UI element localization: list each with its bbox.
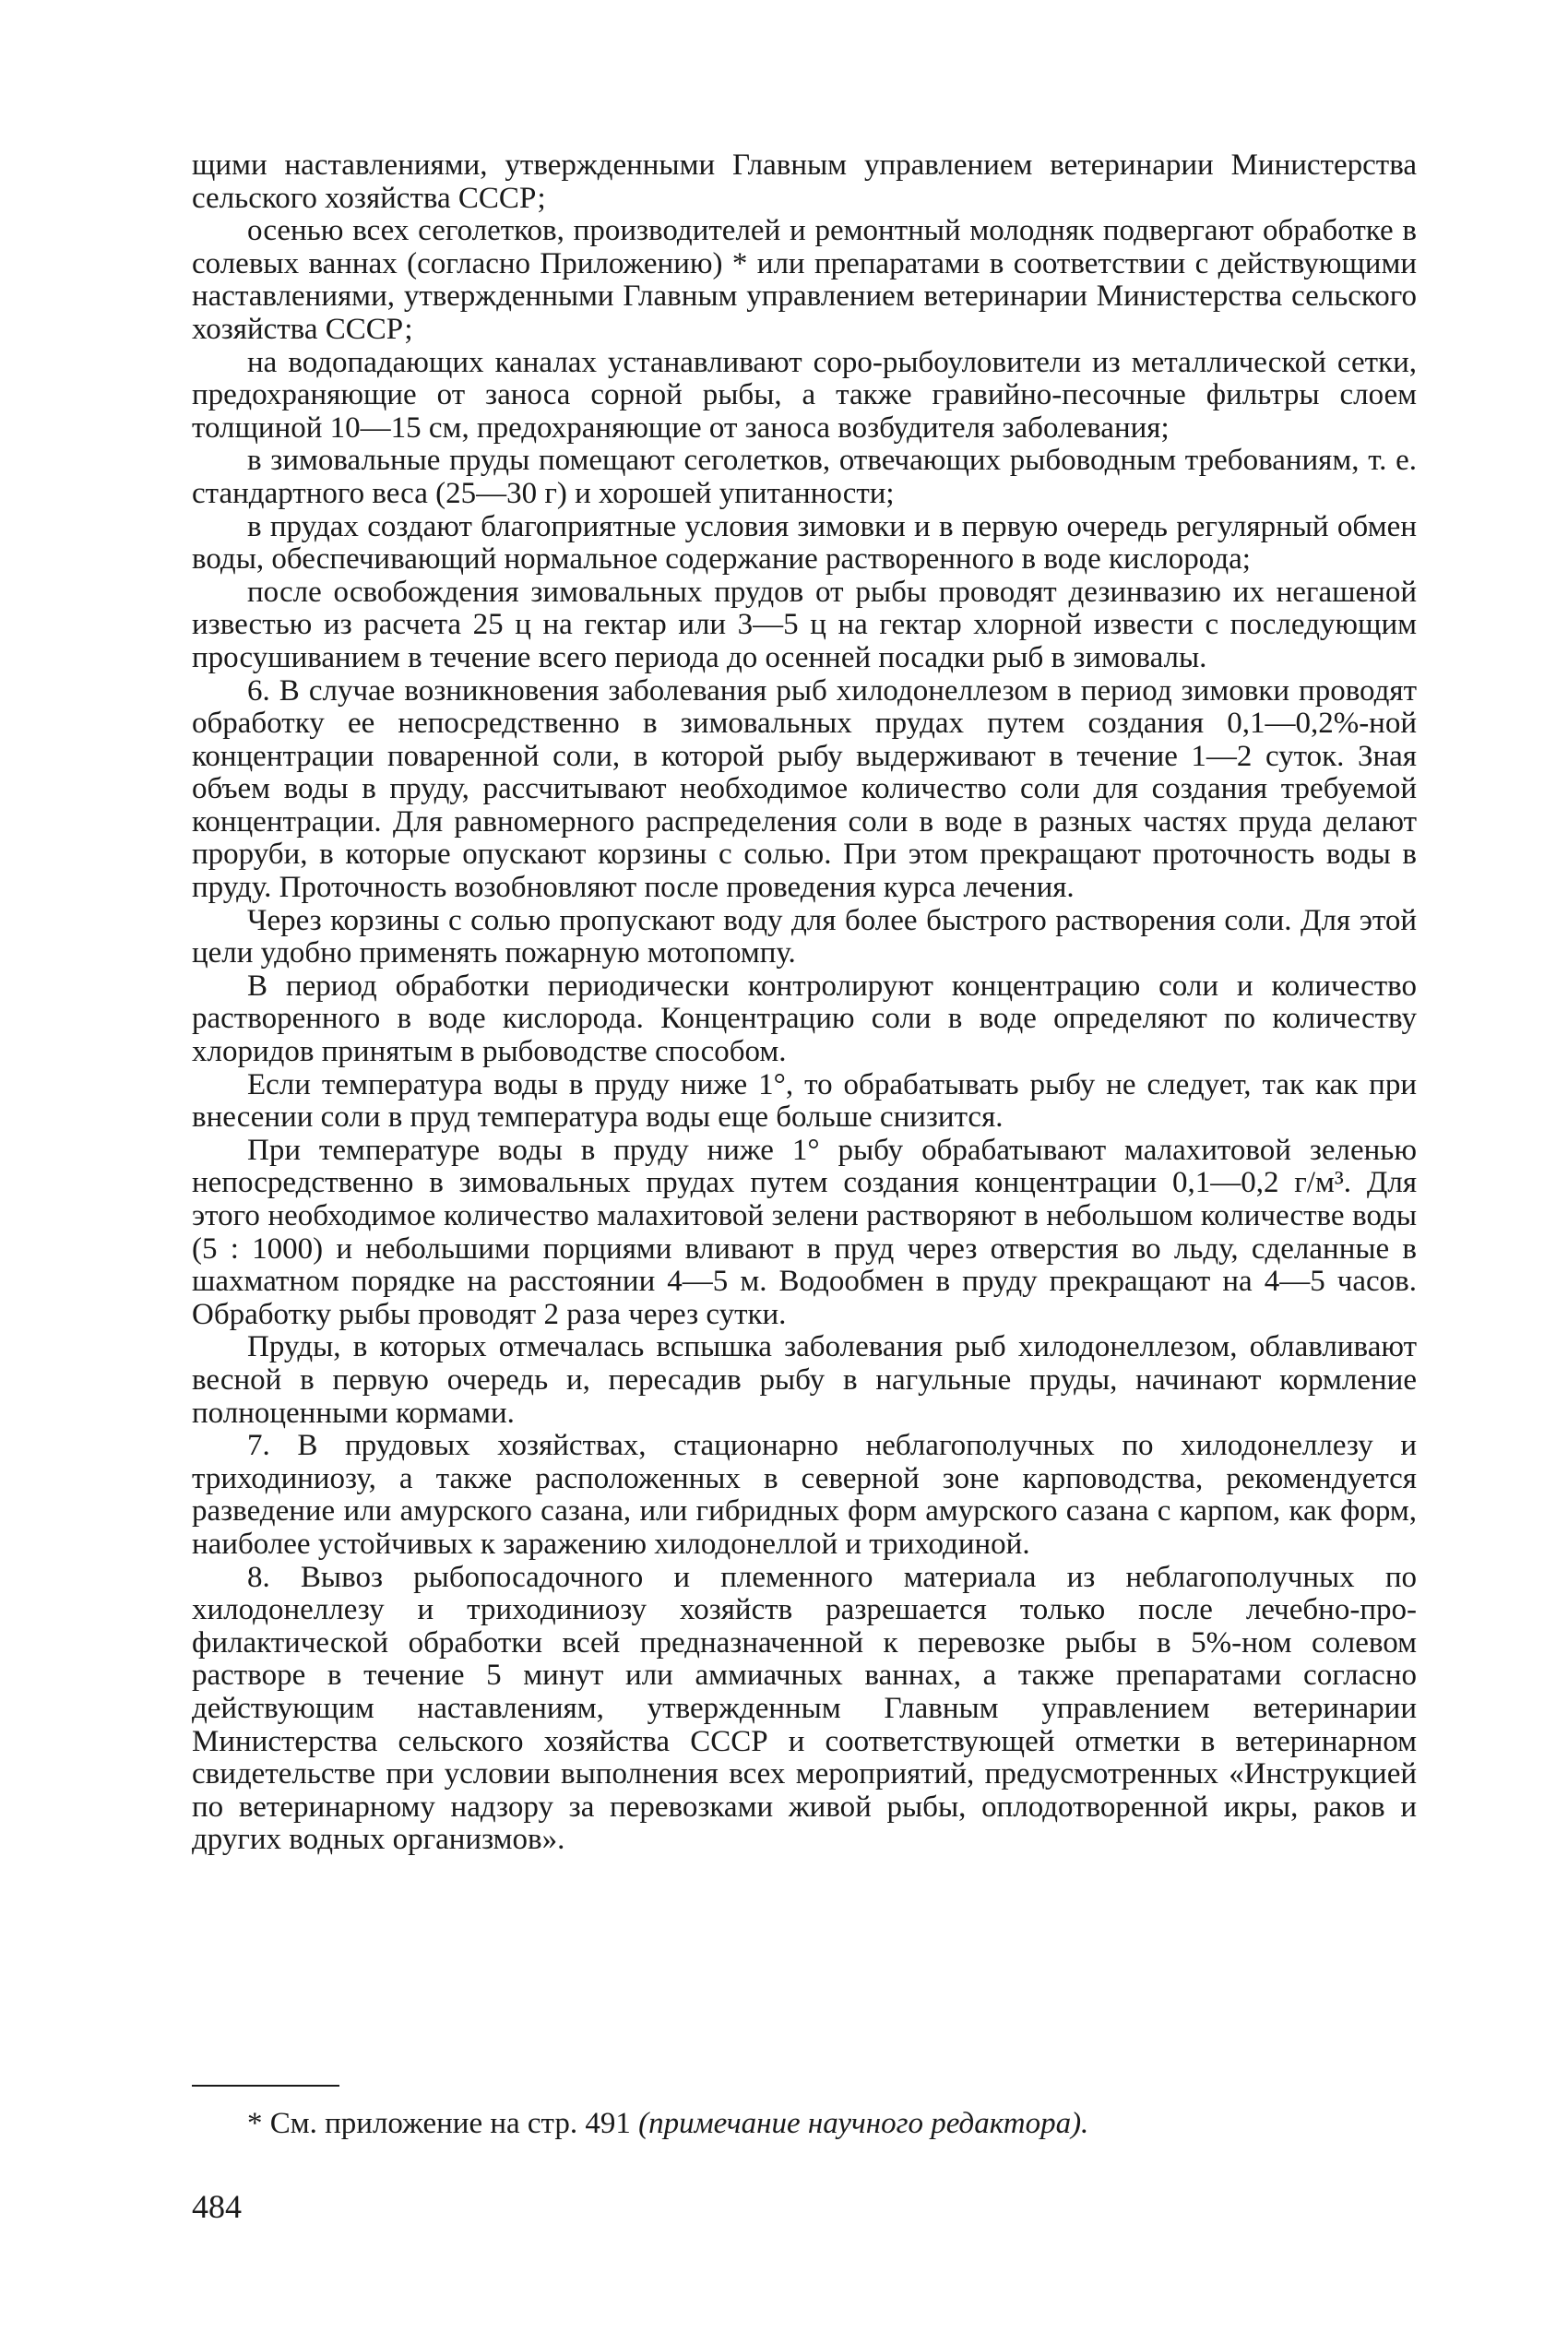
paragraph: 7. В прудовых хозяйствах, стационарно неблагополучных по хилодонеллезу и триходиниозу, а также расположенных в северной зоне карповодства, рекомендуется разведение или амурского сазана, или гибридных форм амурского сазана с карпом, как форм, наиболее устойчивых к заражению хилодонеллой и триходиной. — [192, 1429, 1417, 1561]
footnote-editor-note: (примечание научного редактора). — [638, 2107, 1089, 2140]
paragraph: Через корзины с солью пропускают воду для более быстрого растворения соли. Для этой цели удобно применять пожарную мотопомпу. — [192, 903, 1417, 970]
paragraph: Если температура воды в пруду ниже 1°, то обрабатывать рыбу не следует, так как при внесении соли в пруд температура воды еще больше снизится. — [192, 1067, 1417, 1135]
paragraph: после освобождения зимовальных прудов от рыбы проводят дезинвазию их негашеной известью из расчета 25 ц на гектар или 3—5 ц на гектар хлорной извести с последующим просушиванием в течение всего периода до осенней посадки рыб в зимовалы. — [192, 575, 1417, 674]
paragraph: 6. В случае возникновения заболевания рыб хилодонеллезом в период зимовки проводят обработку ее непосредственно в зимовальных прудах путем создания 0,1—0,2%-ной концентрации поваренной соли, в которой рыбу выдерживают в течение 1—2 суток. Зная объем воды в пруду, рассчитывают необходимое количество соли для создания требуемой концентрации. Для равномерного распределения соли в воде в разных частях пруда делают проруби, в которые опускают корзины с солью. При этом прекращают проточность воды в пруду. Проточность возобновляют после проведения курса лечения. — [192, 673, 1417, 905]
footnote-divider — [192, 2085, 339, 2087]
paragraph: Пруды, в которых отмечалась вспышка заболевания рыб хилодонеллезом, облавливают весной в первую очередь и, пересадив рыбу в нагульные пруды, начинают кормление полноценными кормами. — [192, 1330, 1417, 1430]
footnote-text: * См. приложение на стр. 491 — [247, 2107, 639, 2140]
paragraph: осенью всех сеголетков, производителей и ремонтный молодняк подвергают обработке в солевых ваннах (согласно Приложению) * или препаратами в соответствии с действующими наставлениями, утвержденными Главным управлением ветеринарии Министерства сельского хозяйства СССР; — [192, 214, 1417, 346]
paragraph: 8. Вывоз рыбопосадочного и племенного материала из неблагополучных по хилодонеллезу и триходиниозу хозяйств разрешается только после лечебно-профилактической обработки всей предназначенной к перевозке рыбы в 5%-ном солевом растворе в течение 5 минут или аммиачных ваннах, а также препаратами согласно действующим наставлениям, утвержденным Главным управлением ветеринарии Министерства сельского хозяйства СССР и соответствующей отметки в ветеринарном свидетельстве при условии выполнения всех мероприятий, предусмотренных «Инструкцией по ветеринарному надзору за перевозками живой рыбы, оплодотворенной икры, раков и других водных организмов». — [192, 1560, 1417, 1857]
paragraph: на водопадающих каналах устанавливают соро-рыбоуловители из металлической сетки, предохраняющие от заноса сорной рыбы, а также гравийно-песочные фильтры слоем толщиной 10—15 см, предохраняющие от заноса возбудителя заболевания; — [192, 345, 1417, 445]
paragraph: В период обработки периодически контролируют концентрацию соли и количество растворенного в воде кислорода. Концентрацию соли в воде определяют по количеству хлоридов принятым в рыбоводстве способом. — [192, 969, 1417, 1069]
page-number: 484 — [192, 2188, 242, 2225]
paragraph: в прудах создают благоприятные условия зимовки и в первую очередь регулярный обмен воды, обеспечивающий нормальное содержание растворенного в воде кислорода; — [192, 509, 1417, 577]
document-body — [192, 149, 1417, 1857]
footnote — [247, 2105, 1417, 2142]
paragraph: При температуре воды в пруду ниже 1° рыбу обрабатывают малахитовой зеленью непосредственно в зимовальных прудах путем создания концентрации 0,1—0,2 г/м³. Для этого необходимое количество малахитовой зелени растворяют в небольшом количестве воды (5 : 1000) и небольшими порциями вливают в пруд через отверстия во льду, сделанные в шахматном порядке на расстоянии 4—5 м. Водообмен в пруду прекращают на 4—5 часов. Обработку рыбы проводят 2 раза через сутки. — [192, 1133, 1417, 1331]
paragraph: в зимовальные пруды помещают сеголетков, отвечающих рыбоводным требованиям, т. е. стандартного веса (25—30 г) и хорошей упитанности; — [192, 444, 1417, 510]
paragraph: щими наставлениями, утвержденными Главным управлением ветеринарии Министерства сельского хозяйства СССР; — [192, 149, 1417, 215]
